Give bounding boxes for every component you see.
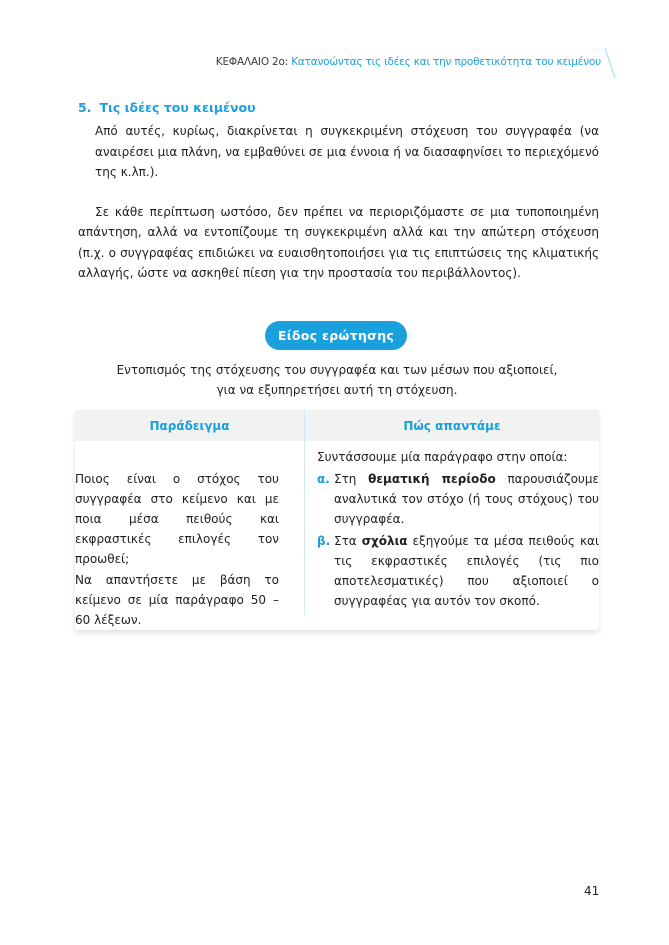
col-header-how-to-answer: Πώς απαντάμε (403, 418, 501, 433)
running-header (216, 56, 601, 68)
item-b-bold-term: σχόλια (361, 534, 408, 548)
example-cell (75, 469, 279, 630)
column-divider (304, 410, 305, 615)
section-title: Τις ιδέες του κειμένου (99, 100, 256, 115)
section-heading (78, 100, 599, 115)
table-header-row (75, 410, 599, 441)
answer-lead: Συντάσσουμε μία παράγραφο στην οποία: (317, 450, 568, 464)
description-line-2: για να εξυπηρετήσει αυτή τη στόχευση. (216, 383, 458, 397)
item-b-text-pre: Στα (334, 534, 362, 548)
item-a-bold-term: θεματική περίοδο (368, 472, 496, 486)
section-number: 5. (78, 100, 92, 115)
example-question: Ποιος είναι ο στόχος του συγγραφέα στο κείμενο και με ποια μέσα πειθούς και εκφραστικές επιλογές τον προωθεί; (75, 472, 279, 566)
example-table (75, 410, 599, 630)
item-b-text-post: εξηγούμε τα μέσα πειθούς και τις εκφραστικές επιλογές (τις πιο αποτελεσματικές) που αξιοποιεί ο συγγραφέας για αυτόν τον σκοπό. (334, 534, 599, 608)
item-a-marker: α. (317, 472, 330, 486)
question-type-pill: Είδος ερώτησης (265, 321, 407, 350)
section-paragraph-2: Σε κάθε περίπτωση ωστόσο, δεν πρέπει να περιοριζόμαστε σε μια τυποποιημένη απάντηση, αλλά να εντοπίζουμε τη συγκεκριμένη αλλά και την απώτερη στόχευση (π.χ. ο συγγραφέας επιδιώκει να ευαισθητοποιήσει για τις επιπτώσεις της κλιματικής αλλαγής, ώστε να ασκηθεί πίεση για την προστασία του περιβάλλοντος). (78, 204, 599, 280)
answer-cell (317, 447, 599, 613)
section-ideas (78, 100, 599, 284)
description-line-1: Εντοπισμός της στόχευσης του συγγραφέα και των μέσων που αξιοποιεί, (116, 363, 558, 377)
item-a-text-pre: Στη (334, 472, 369, 486)
header-corner-decoration (603, 48, 617, 78)
chapter-label: ΚΕΦΑΛΑΙΟ 2ο: (215, 56, 292, 68)
col-header-example: Παράδειγμα (149, 418, 230, 433)
question-type-description (75, 360, 599, 400)
section-paragraph-1: Από αυτές, κυρίως, διακρίνεται η συγκεκριμένη στόχευση του συγγραφέα (να αναιρέσει μια πλάνη, να εμβαθύνει σε μια έννοια ή να διασαφηνίσει το περιεχόμενό της κ.λπ.). (95, 124, 599, 179)
answer-item-b (317, 531, 599, 611)
answer-item-a (317, 469, 599, 529)
item-b-marker: β. (317, 534, 331, 548)
example-instruction: Να απαντήσετε με βάση το κείμενο σε μία παράγραφο 50 – 60 λέξεων. (75, 573, 279, 627)
chapter-subtitle: Κατανοώντας τις ιδέες και την προθετικότητα του κειμένου (291, 56, 601, 68)
page-number: 41 (584, 884, 600, 898)
item-a-text-post: παρουσιάζουμε αναλυτικά τον στόχο (ή τους στόχους) του συγγραφέα. (334, 472, 599, 526)
